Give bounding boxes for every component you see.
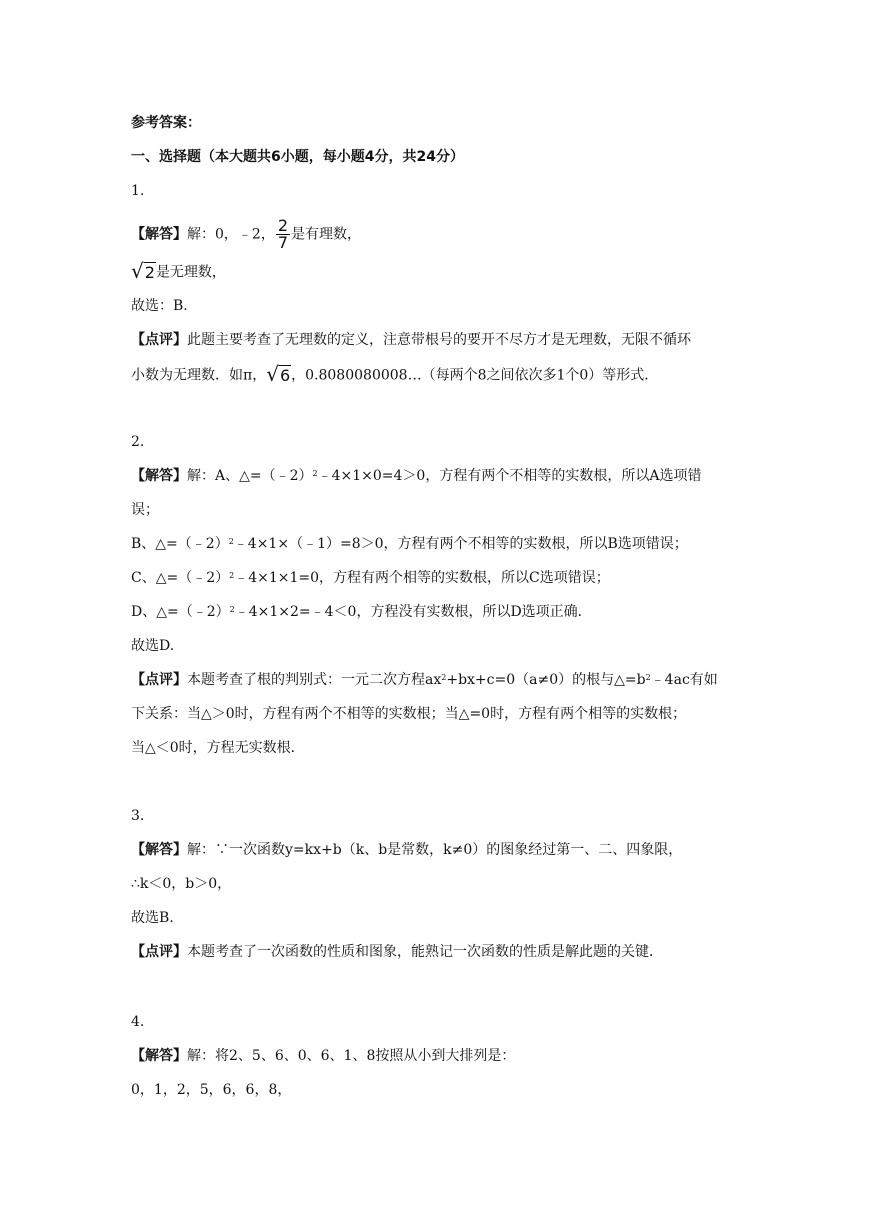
q1-answer-line-1 bbox=[131, 218, 361, 251]
sqrt-expression bbox=[266, 364, 291, 387]
fraction-numerator: 2 bbox=[277, 216, 289, 235]
q1-l1-post: 是有理数， bbox=[291, 226, 362, 243]
q2-b-pre: B、△=（﹣2） bbox=[131, 536, 229, 552]
q2-answer-line-d bbox=[131, 602, 592, 622]
q2-comment-line-2: 下关系：当△＞0时，方程有两个不相等的实数根；当△=0时，方程有两个相等的实数根； bbox=[131, 706, 687, 722]
q2-c1-c: ﹣4ac有如 bbox=[650, 672, 718, 688]
radicand: 2 bbox=[144, 263, 155, 282]
q2-c1-a: 本题考查了根的判别式：一元二次方程ax bbox=[187, 672, 442, 688]
radical-sign: √ bbox=[131, 259, 144, 283]
q1-number: 1. bbox=[131, 183, 145, 199]
q3-number: 3. bbox=[131, 808, 145, 824]
q2-c1-b: +bx+c=0（a≠0）的根与△=b bbox=[446, 672, 646, 688]
answer-tag: 【解答】 bbox=[131, 842, 187, 858]
q3-choice: 故选B. bbox=[131, 910, 174, 926]
q1-comment-line-1 bbox=[131, 330, 691, 350]
radicand: 6 bbox=[279, 366, 291, 385]
q2-a-pre: 解：A、△=（﹣2） bbox=[187, 468, 313, 484]
answer-tag: 【解答】 bbox=[131, 1048, 187, 1064]
q2-d-post: ﹣4×1×2=﹣4＜0，方程没有实数根，所以D选项正确． bbox=[234, 604, 592, 620]
q2-answer-line-b bbox=[131, 534, 688, 554]
q3-c1: 本题考查了一次函数的性质和图象，能熟记一次函数的性质是解此题的关键． bbox=[187, 944, 663, 960]
superscript: 2 bbox=[228, 537, 234, 546]
comment-tag: 【点评】 bbox=[131, 672, 187, 688]
q1-choice: 故选：B. bbox=[131, 298, 188, 314]
q1-c2-post: ，0.8080080008…（每两个8之间依次多1个0）等形式． bbox=[291, 367, 659, 384]
q3-comment-line-1 bbox=[131, 942, 663, 962]
q2-b-post: ﹣4×1×（﹣1）=8＞0，方程有两个不相等的实数根，所以B选项错误； bbox=[233, 536, 688, 552]
superscript: 2 bbox=[441, 673, 447, 682]
page-title: 参考答案： bbox=[131, 115, 201, 131]
q1-answer-line-2 bbox=[131, 261, 226, 284]
q2-c-post: ﹣4×1×1=0，方程有两个相等的实数根，所以C选项错误； bbox=[234, 570, 610, 586]
answer-tag: 【解答】 bbox=[131, 468, 187, 484]
sqrt-expression bbox=[131, 261, 156, 284]
q4-a1: 解：将2、5、6、0、6、1、8按照从小到大排列是： bbox=[187, 1048, 516, 1064]
q2-a-post: ﹣4×1×0=4＞0，方程有两个不相等的实数根，所以A选项错 bbox=[317, 468, 702, 484]
q4-number: 4. bbox=[131, 1014, 145, 1030]
q4-answer-line-1 bbox=[131, 1046, 515, 1066]
comment-tag: 【点评】 bbox=[131, 332, 187, 348]
superscript: 2 bbox=[229, 571, 235, 580]
q2-answer-line-a bbox=[131, 466, 701, 486]
q2-comment-line-3: 当△＜0时，方程无实数根． bbox=[131, 740, 305, 756]
q2-d-pre: D、△=（﹣2） bbox=[131, 604, 230, 620]
fraction-denominator: 7 bbox=[277, 233, 289, 252]
section-heading: 一、选择题（本大题共6小题，每小题4分，共24分） bbox=[131, 149, 464, 165]
q4-answer-line-2: 0，1，2，5，6，6，8， bbox=[131, 1082, 292, 1098]
q1-comment-line-2 bbox=[131, 364, 658, 387]
q2-comment-line-1 bbox=[131, 670, 718, 690]
superscript: 2 bbox=[645, 673, 651, 682]
superscript: 2 bbox=[312, 469, 318, 478]
q1-l1-pre: 解：0，﹣2， bbox=[187, 226, 275, 243]
q1-c1: 此题主要考查了无理数的定义，注意带根号的要开不尽方才是无理数，无限不循环 bbox=[187, 332, 691, 348]
q2-answer-line-a-cont: 误； bbox=[131, 502, 159, 518]
q3-a1: 解：∵一次函数y=kx+b（k、b是常数，k≠0）的图象经过第一、二、四象限， bbox=[187, 842, 683, 858]
superscript: 2 bbox=[229, 605, 235, 614]
radical-sign: √ bbox=[266, 362, 279, 386]
q3-answer-line-1 bbox=[131, 840, 682, 860]
comment-tag: 【点评】 bbox=[131, 944, 187, 960]
q3-answer-line-2: ∴k＜0，b＞0， bbox=[131, 876, 232, 892]
q2-choice: 故选D. bbox=[131, 638, 175, 654]
q2-answer-line-c bbox=[131, 568, 610, 588]
q1-c2-pre: 小数为无理数．如π， bbox=[131, 367, 267, 384]
q2-c-pre: C、△=（﹣2） bbox=[131, 570, 230, 586]
q1-l2-post: 是无理数， bbox=[155, 264, 226, 281]
answer-tag: 【解答】 bbox=[131, 226, 187, 243]
q2-number: 2. bbox=[131, 434, 145, 450]
fraction bbox=[276, 218, 290, 251]
